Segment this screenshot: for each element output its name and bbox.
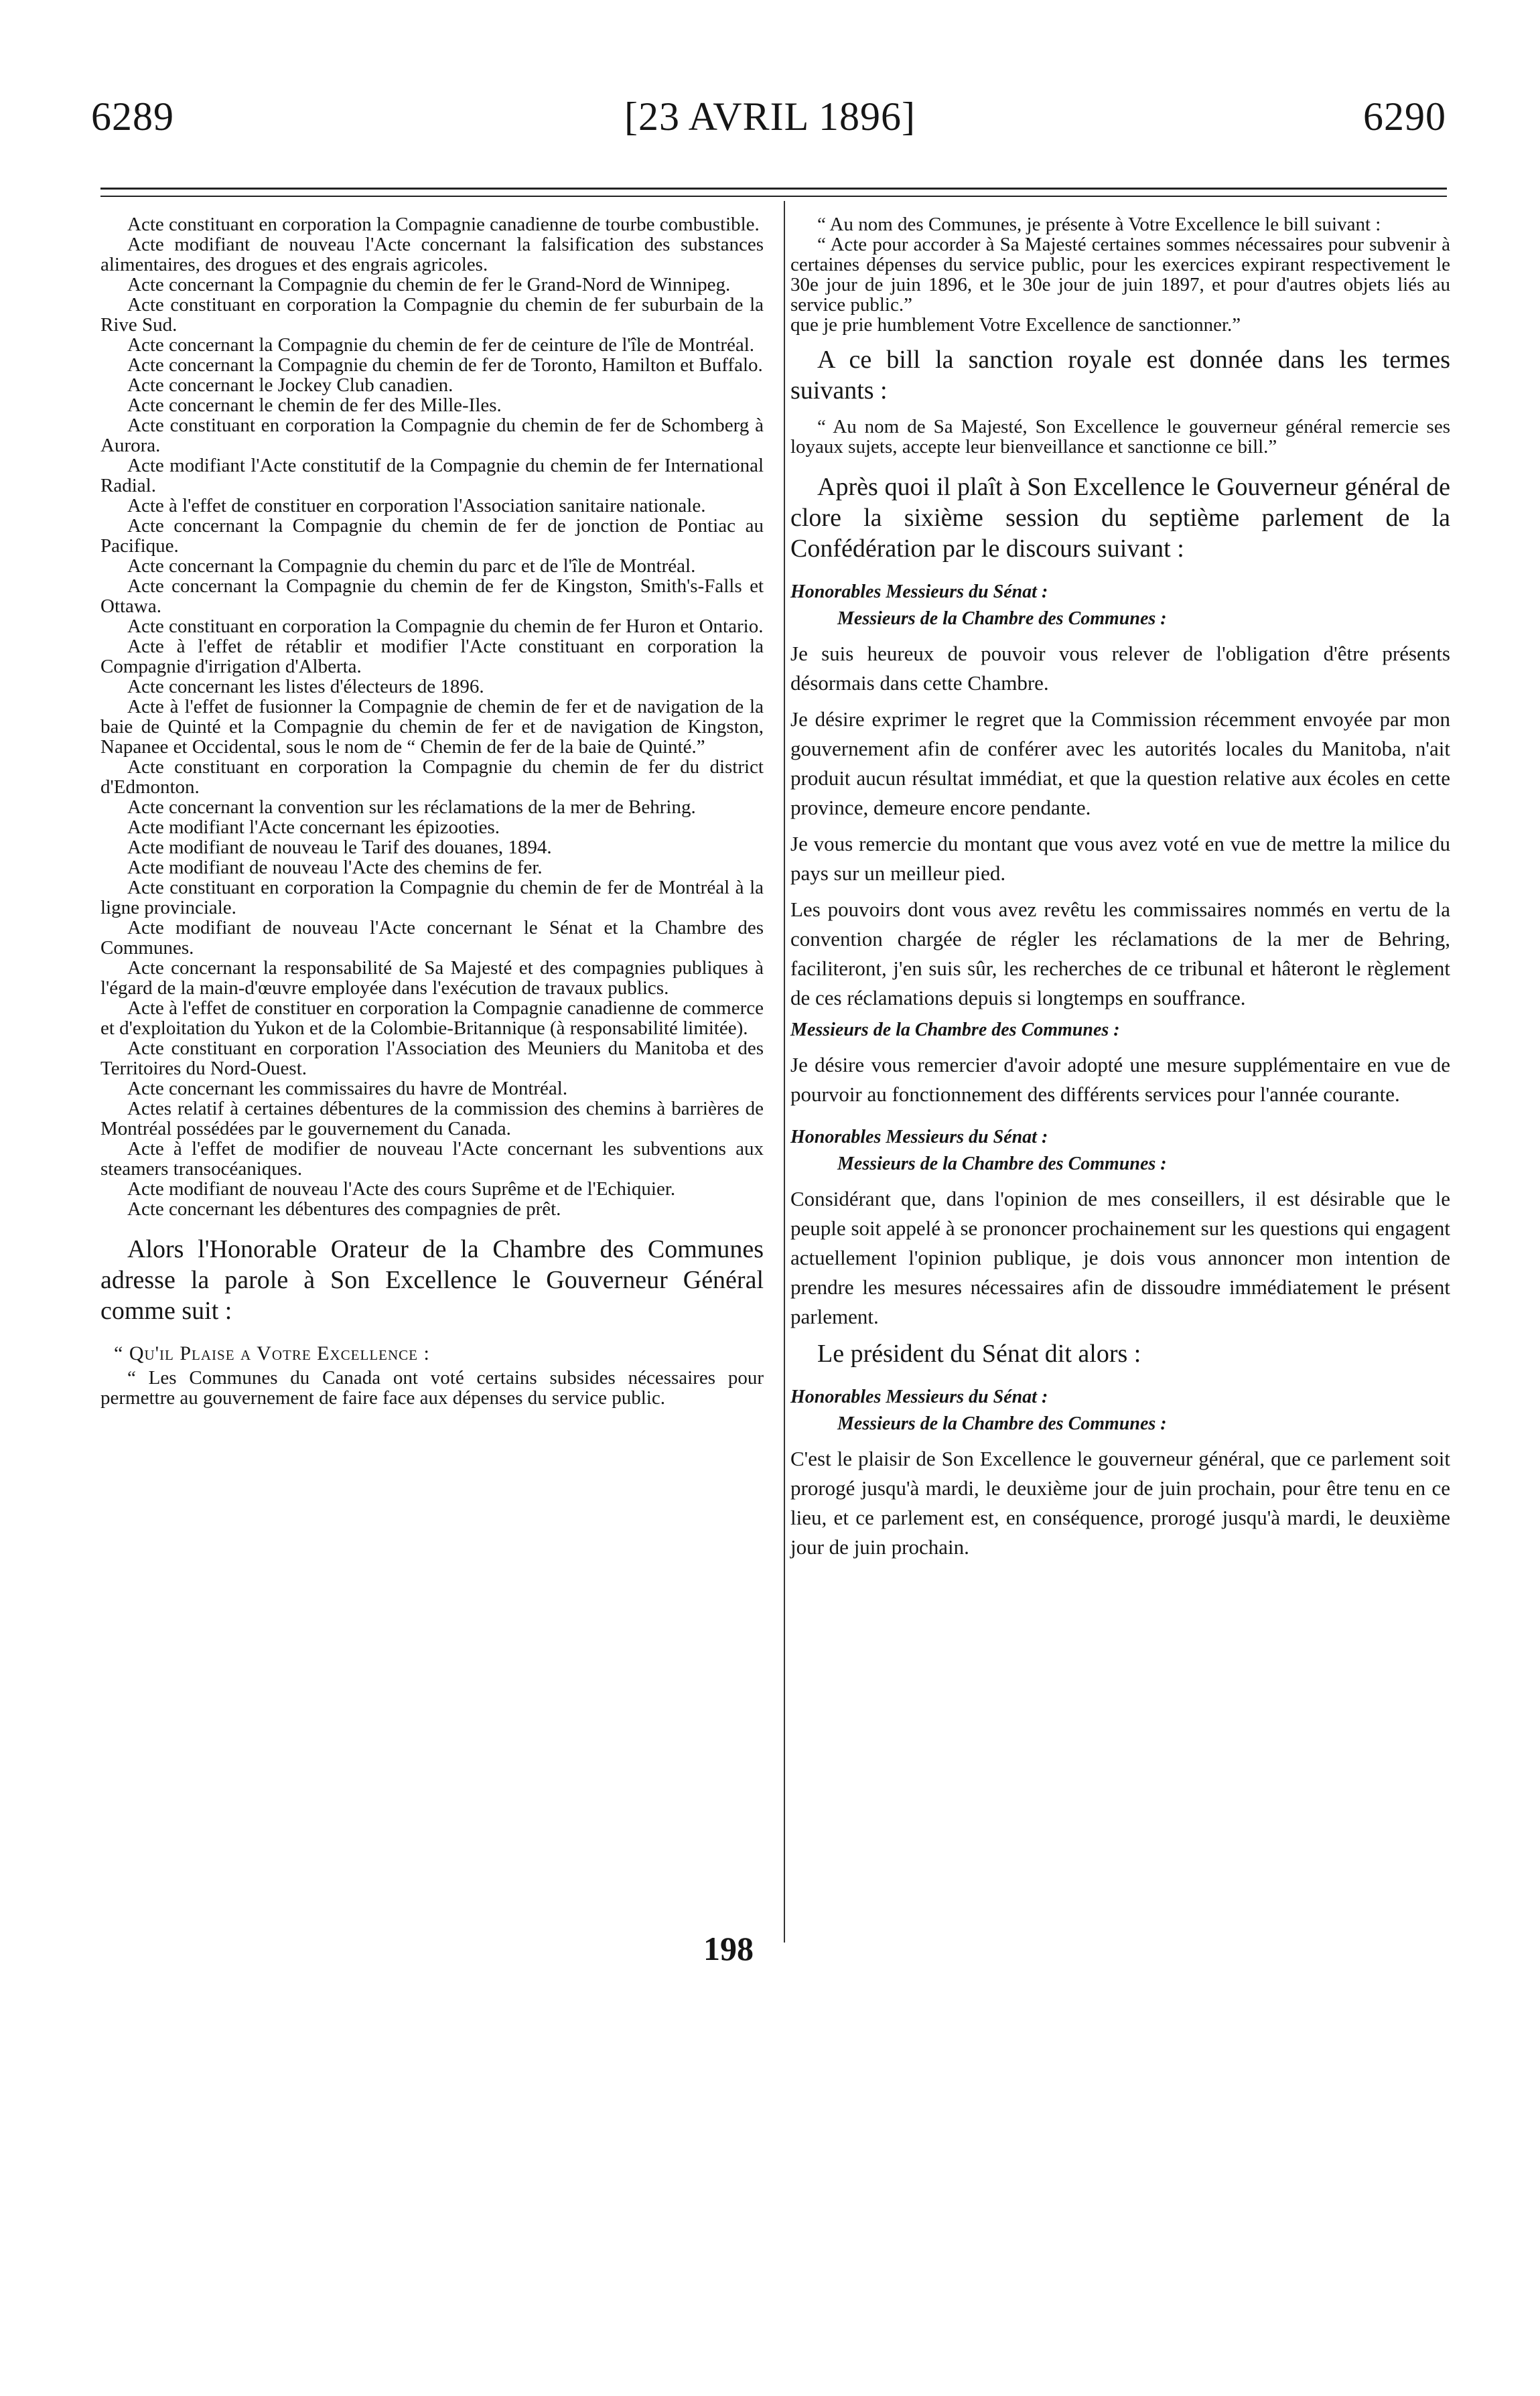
quote-1: “ Au nom des Communes, je présente à Votre Excellence le bill suivant :: [817, 214, 1381, 235]
act-item: Acte concernant les listes d'électeurs de 1896.: [127, 676, 484, 697]
acts-list: [100, 214, 764, 1219]
plaise-heading: “ Qu'il Plaise a Votre Excellence :: [114, 1342, 430, 1364]
act-item: Acte modifiant de nouveau l'Acte concernant le Sénat et la Chambre des Communes.: [100, 917, 764, 959]
salutation-senat-4: Honorables Messieurs du Sénat :: [790, 1387, 1048, 1407]
act-item: Acte concernant la Compagnie du chemin de fer de Kingston, Smith's-Falls et Ottawa.: [100, 575, 764, 617]
speech-part-4: C'est le plaisir de Son Excellence le gouverneur général, que ce parlement soit prorogé jusqu'à mardi, le deuxième jour de juin prochain, pour être tenu en ce lieu, et ce parlement est, en conséquence, prorogé jusqu'à mardi, le deuxième jour de juin prochain.: [790, 1447, 1450, 1559]
speech-paragraph: Je suis heureux de pouvoir vous relever de l'obligation d'être présents désormais dans cette Chambre.: [790, 642, 1450, 695]
page-number-left: 6289: [91, 94, 174, 139]
act-item: Acte constituant en corporation la Compagnie du chemin de fer de Montréal à la ligne provinciale.: [100, 877, 764, 918]
salutation-communes-3: Messieurs de la Chambre des Communes :: [837, 1153, 1167, 1174]
discours-intro: Après quoi il plaît à Son Excellence le Gouverneur général de clore la sixième session du septième parlement de la Confédération par le discours suivant :: [790, 473, 1450, 563]
act-item: Acte concernant la Compagnie du chemin de fer de ceinture de l'île de Montréal.: [127, 334, 755, 356]
orateur-intro: Alors l'Honorable Orateur de la Chambre des Communes adresse la parole à Son Excellence le Gouverneur Général comme suit :: [100, 1235, 764, 1325]
act-item: Acte concernant la Compagnie du chemin de fer de jonction de Pontiac au Pacifique.: [100, 515, 764, 557]
header-rule: [100, 188, 1447, 190]
salutation-communes-2: Messieurs de la Chambre des Communes :: [790, 1019, 1120, 1040]
act-item: Acte à l'effet de constituer en corporation l'Association sanitaire nationale.: [127, 495, 706, 516]
left-column: [100, 214, 764, 1408]
speech-paragraph: Je désire exprimer le regret que la Commission récemment envoyée par mon gouvernement afin de conférer avec les autorités locales du Manitoba, n'ait produit aucun résultat immédiat, et que la question relative aux écoles en cette province, demeure encore pendante.: [790, 707, 1450, 819]
speech-paragraph: Je vous remercie du montant que vous avez voté en vue de mettre la milice du pays sur un meilleur pied.: [790, 832, 1450, 885]
page-date-header: [23 AVRIL 1896]: [624, 94, 916, 139]
speech-part-3: Considérant que, dans l'opinion de mes conseillers, il est désirable que le peuple soit appelé à se prononcer prochainement sur les questions qui engagent actuellement l'opinion publique, je dois vous annoncer mon intention de prendre les mesures nécessaires afin de dissoudre immédiatement le présent parlement.: [790, 1187, 1450, 1328]
right-column: [790, 214, 1450, 1569]
act-item: Acte modifiant de nouveau l'Acte des cours Suprême et de l'Echiquier.: [127, 1178, 676, 1200]
act-item: Acte concernant le chemin de fer des Mille-Iles.: [127, 395, 502, 416]
quote-3: que je prie humblement Votre Excellence de sanctionner.”: [790, 314, 1241, 336]
act-item: Acte concernant la Compagnie du chemin de fer de Toronto, Hamilton et Buffalo.: [127, 354, 763, 376]
speech-part-2: Je désire vous remercier d'avoir adopté une mesure supplémentaire en vue de pourvoir au fonctionnement des différents services pour l'année courante.: [790, 1053, 1450, 1106]
folio-number: 198: [703, 1930, 754, 1967]
act-item: Acte constituant en corporation la Compagnie canadienne de tourbe combustible.: [127, 214, 760, 235]
column-divider: [784, 201, 785, 1943]
speech-paragraph: Les pouvoirs dont vous avez revêtu les commissaires nommés en vertu de la convention chargée de régler les réclamations de la mer de Behring, faciliteront, j'en suis sûr, les recherches de ce tribunal et hâteront le règlement de ces réclamations depuis si longtemps en souffrance.: [790, 898, 1450, 1009]
act-item: Acte à l'effet de fusionner la Compagnie de chemin de fer et de navigation de la baie de Quinté et la Compagnie du chemin de fer et de navigation de Kingston, Napanee et Occidental, sous le nom de “ Chemin de fer de la baie de Quinté.”: [100, 696, 764, 758]
communes-text: “ Les Communes du Canada ont voté certains subsides nécessaires pour permettre au gouvernement de faire face aux dépenses du service public.: [100, 1367, 764, 1409]
page-number-right: 6290: [1363, 94, 1446, 139]
salutation-communes-4: Messieurs de la Chambre des Communes :: [837, 1413, 1167, 1434]
president-intro: Le président du Sénat dit alors :: [817, 1340, 1141, 1368]
act-item: Acte modifiant de nouveau l'Acte des chemins de fer.: [127, 857, 543, 878]
act-item: Acte constituant en corporation la Compagnie du chemin de fer de Schomberg à Aurora.: [100, 415, 764, 456]
act-item: Actes relatif à certaines débentures de la commission des chemins à barrières de Montréal possédées par le gouvernement du Canada.: [100, 1098, 764, 1139]
act-item: Acte concernant le Jockey Club canadien.: [127, 374, 453, 396]
act-item: Acte concernant la Compagnie du chemin du parc et de l'île de Montréal.: [127, 555, 696, 577]
salutation-communes-1: Messieurs de la Chambre des Communes :: [837, 608, 1167, 629]
act-item: Acte constituant en corporation l'Association des Meuniers du Manitoba et des Territoires du Nord-Ouest.: [100, 1038, 764, 1079]
act-item: Acte modifiant l'Acte concernant les épizooties.: [127, 817, 500, 838]
act-item: Acte constituant en corporation la Compagnie du chemin de fer suburbain de la Rive Sud.: [100, 294, 764, 336]
act-item: Acte à l'effet de rétablir et modifier l'Acte constituant en corporation la Compagnie d'irrigation d'Alberta.: [100, 636, 764, 677]
speech-part-1: [790, 639, 1450, 1013]
act-item: Acte modifiant de nouveau le Tarif des douanes, 1894.: [127, 837, 552, 858]
act-item: Acte concernant les débentures des compagnies de prêt.: [127, 1198, 561, 1220]
act-item: Acte constituant en corporation la Compagnie du chemin de fer Huron et Ontario.: [127, 616, 764, 637]
act-item: Acte modifiant de nouveau l'Acte concernant la falsification des substances alimentaires, des drogues et des engrais agricoles.: [100, 234, 764, 275]
quote-2: “ Acte pour accorder à Sa Majesté certaines sommes nécessaires pour subvenir à certaines dépenses du service public, pour les exercices expirant respectivement le 30e jour de juin 1896, et le 30e jour de juin 1897, et pour d'autres objets liés au service public.”: [790, 234, 1450, 315]
act-item: Acte concernant la convention sur les réclamations de la mer de Behring.: [127, 796, 696, 818]
sanction-text: “ Au nom de Sa Majesté, Son Excellence le gouverneur général remercie ses loyaux sujets, accepte leur bienveillance et sanctionne ce bill.”: [790, 416, 1450, 457]
act-item: Acte concernant les commissaires du havre de Montréal.: [127, 1078, 568, 1099]
act-item: Acte constituant en corporation la Compagnie du chemin de fer du district d'Edmonton.: [100, 756, 764, 798]
header-rule-thin: [100, 196, 1447, 197]
sanction-intro: A ce bill la sanction royale est donnée dans les termes suivants :: [790, 346, 1450, 405]
act-item: Acte concernant la Compagnie du chemin de fer le Grand-Nord de Winnipeg.: [127, 274, 731, 295]
act-item: Acte à l'effet de modifier de nouveau l'Acte concernant les subventions aux steamers transocéaniques.: [100, 1138, 764, 1180]
act-item: Acte concernant la responsabilité de Sa Majesté et des compagnies publiques à l'égard de la main-d'œuvre employée dans l'exécution de travaux publics.: [100, 957, 764, 999]
act-item: Acte modifiant l'Acte constitutif de la Compagnie du chemin de fer International Radial.: [100, 455, 764, 496]
salutation-senat-3: Honorables Messieurs du Sénat :: [790, 1127, 1048, 1147]
salutation-senat-1: Honorables Messieurs du Sénat :: [790, 581, 1048, 602]
act-item: Acte à l'effet de constituer en corporation la Compagnie canadienne de commerce et d'exploitation du Yukon et de la Colombie-Britannique (à responsabilité limitée).: [100, 997, 764, 1039]
